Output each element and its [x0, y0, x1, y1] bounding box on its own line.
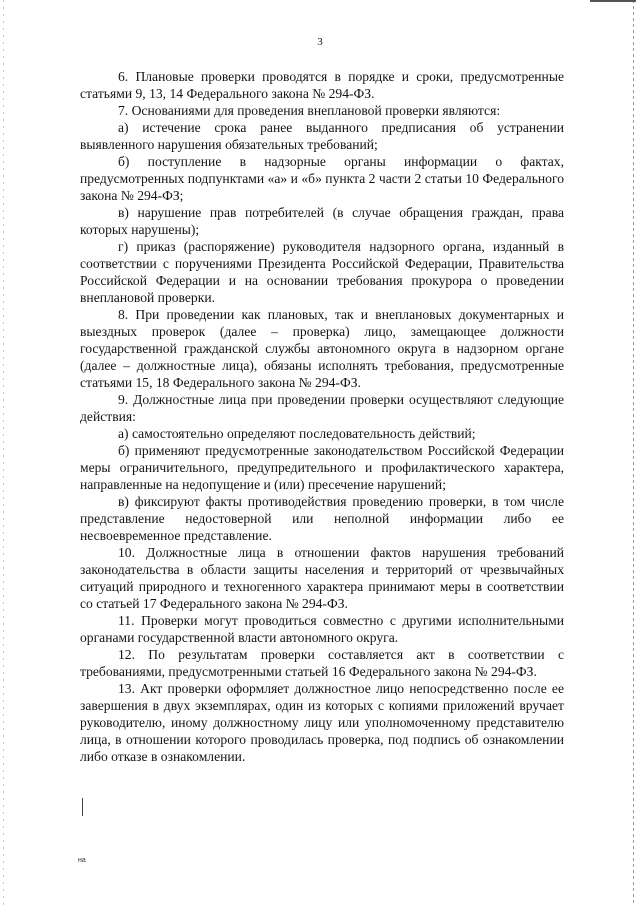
paragraph-7a: а) истечение срока ранее выданного предписания об устранении выявленного нарушения обязательных требований; [80, 120, 564, 152]
margin-tick [82, 798, 83, 816]
scan-edge-right [633, 0, 634, 905]
paragraph-6: 6. Плановые проверки проводятся в порядке и сроки, предусмотренные статьями 9, 13, 14 Федерального закона № 294-ФЗ. [80, 69, 564, 101]
paragraph-7b: б) поступление в надзорные органы информации о фактах, предусмотренных подпунктами «а» и «б» пункта 2 части 2 статьи 10 Федерального закона № 294-ФЗ; [80, 154, 564, 203]
paragraph-9a: а) самостоятельно определяют последовательность действий; [118, 426, 476, 441]
page-number: 3 [317, 36, 323, 48]
scan-smudge [590, 0, 636, 2]
paragraph-12: 12. По результатам проверки составляется акт в соответствии с требованиями, предусмотренными статьей 16 Федерального закона № 294-ФЗ. [80, 647, 564, 679]
paragraph-11: 11. Проверки могут проводиться совместно с другими исполнительными органами государственной власти автономного округа. [80, 613, 564, 645]
paragraph-7v: в) нарушение прав потребителей (в случае обращения граждан, права которых нарушены); [80, 205, 564, 237]
paragraph-9b: б) применяют предусмотренные законодательством Российской Федерации меры ограничительного, предупредительного и профилактического характера, направленные на недопущение и (или) пресечение нарушений; [80, 443, 564, 492]
document-body [80, 68, 564, 765]
paragraph-8: 8. При проведении как плановых, так и внеплановых документарных и выездных проверок (далее – проверка) лицо, замещающее должности государственной гражданской службы автономного округа в надзорном органе (далее – должностные лица), обязаны исполнять требования, предусмотренные статьями 15, 18 Федерального закона № 294-ФЗ. [80, 307, 564, 390]
paragraph-10: 10. Должностные лица в отношении фактов нарушения требований законодательства в области защиты населения и территорий от чрезвычайных ситуаций природного и техногенного характера принимают меры в соответствии со статьей 17 Федерального закона № 294-ФЗ. [80, 545, 564, 611]
paragraph-9v: в) фиксируют факты противодействия проведению проверки, в том числе представление недостоверной или неполной информации либо ее несвоевременное представление. [80, 494, 564, 543]
paragraph-9: 9. Должностные лица при проведении проверки осуществляют следующие действия: [80, 392, 564, 424]
paragraph-7: 7. Основаниями для проведения внеплановой проверки являются: [118, 103, 501, 118]
scan-edge-left [3, 0, 4, 905]
paragraph-13: 13. Акт проверки оформляет должностное лицо непосредственно после ее завершения в двух экземплярах, один из которых с копиями приложений вручает руководителю, иному должностному лицу или уполномоченному представителю лица, в отношении которого проводилась проверка, под подпись об ознакомлении либо отказе в ознакомлении. [80, 681, 564, 764]
paragraph-7g: г) приказ (распоряжение) руководителя надзорного органа, изданный в соответствии с поручениями Президента Российской Федерации, Правительства Российской Федерации и на основании требования прокурора о проведении внеплановой проверки. [80, 239, 564, 305]
margin-note: на [78, 857, 86, 864]
